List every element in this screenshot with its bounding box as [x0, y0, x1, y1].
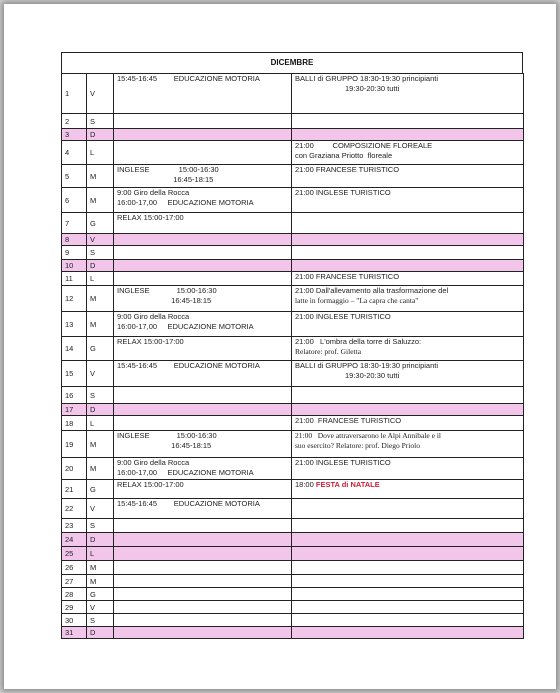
activity-line: RELAX 15:00-17:00	[117, 213, 184, 222]
afternoon-activities	[114, 431, 292, 458]
afternoon-activities	[114, 234, 292, 246]
day-row	[62, 129, 524, 141]
day-number: 9	[62, 246, 87, 260]
evening-activities	[292, 246, 524, 260]
afternoon-activities	[114, 114, 292, 129]
evening-activities	[292, 188, 524, 213]
document-page	[4, 4, 556, 689]
activity-line: INGLESE 15:00-16:30	[117, 431, 217, 440]
weekday-letter: S	[87, 614, 114, 627]
evening-activities	[292, 213, 524, 234]
day-number: 23	[62, 519, 87, 533]
afternoon-activities	[114, 165, 292, 188]
weekday-letter: M	[87, 431, 114, 458]
calendar-sheet	[61, 52, 523, 639]
day-row	[62, 431, 524, 458]
evening-activities	[292, 533, 524, 547]
weekday-letter: S	[87, 114, 114, 129]
day-row	[62, 404, 524, 416]
event-line: 21:00 Dove attraversarono le Alpi Annibale e il	[295, 431, 442, 440]
evening-activities	[292, 519, 524, 533]
activity-line: 16:45-18:15	[117, 175, 214, 184]
activity-line: INGLESE 15:00-16:30	[117, 165, 219, 174]
weekday-letter: G	[87, 588, 114, 601]
day-number: 26	[62, 561, 87, 575]
day-row	[62, 480, 524, 499]
day-row	[62, 286, 524, 312]
event-line: suo esercito? Relatore: prof. Diego Priolo	[295, 441, 420, 450]
day-row	[62, 312, 524, 337]
day-number: 21	[62, 480, 87, 499]
weekday-letter: L	[87, 141, 114, 165]
weekday-letter: D	[87, 627, 114, 639]
day-row	[62, 387, 524, 404]
weekday-letter: D	[87, 260, 114, 272]
day-number: 6	[62, 188, 87, 213]
afternoon-activities	[114, 246, 292, 260]
evening-activities	[292, 286, 524, 312]
afternoon-activities	[114, 614, 292, 627]
weekday-letter: L	[87, 416, 114, 431]
afternoon-activities	[114, 286, 292, 312]
evening-activities	[292, 165, 524, 188]
evening-activities	[292, 234, 524, 246]
day-row	[62, 519, 524, 533]
afternoon-activities	[114, 387, 292, 404]
evening-activities	[292, 272, 524, 286]
evening-activities	[292, 74, 524, 114]
day-number: 30	[62, 614, 87, 627]
activity-line: 15:45-16:45 EDUCAZIONE MOTORIA	[117, 74, 260, 83]
afternoon-activities	[114, 547, 292, 561]
weekday-letter: V	[87, 234, 114, 246]
activity-line: 16:45-18:15	[117, 441, 212, 450]
day-number: 24	[62, 533, 87, 547]
weekday-letter: M	[87, 286, 114, 312]
weekday-letter: V	[87, 361, 114, 387]
event-line: 21:00 L'ombra della torre di Saluzzo:	[295, 337, 422, 346]
day-number: 8	[62, 234, 87, 246]
day-number: 22	[62, 499, 87, 519]
day-row	[62, 547, 524, 561]
day-row	[62, 165, 524, 188]
afternoon-activities	[114, 499, 292, 519]
schedule-table	[61, 73, 524, 639]
event-line: 21:00 COMPOSIZIONE FLOREALE	[295, 141, 433, 150]
day-number: 16	[62, 387, 87, 404]
day-row	[62, 141, 524, 165]
day-number: 4	[62, 141, 87, 165]
afternoon-activities	[114, 561, 292, 575]
event-line: 18:00 FESTA di NATALE	[295, 480, 380, 489]
month-title: DICEMBRE	[61, 52, 523, 73]
day-row	[62, 272, 524, 286]
weekday-letter: V	[87, 601, 114, 614]
day-row	[62, 416, 524, 431]
evening-activities	[292, 499, 524, 519]
evening-activities	[292, 627, 524, 639]
evening-activities	[292, 601, 524, 614]
event-line: 21:00 FRANCESE TURISTICO	[295, 272, 400, 281]
weekday-letter: M	[87, 165, 114, 188]
event-line: Relatore: prof. Giletta	[295, 347, 362, 356]
activity-line: 16:00-17,00 EDUCAZIONE MOTORIA	[117, 322, 254, 331]
event-line: 21:00 FRANCESE TURISTICO	[295, 416, 402, 425]
day-row	[62, 499, 524, 519]
day-row	[62, 614, 524, 627]
activity-line: 16:45-18:15	[117, 296, 212, 305]
activity-line: 9:00 Giro della Rocca	[117, 458, 190, 467]
afternoon-activities	[114, 458, 292, 480]
day-row	[62, 575, 524, 588]
day-number: 18	[62, 416, 87, 431]
afternoon-activities	[114, 575, 292, 588]
evening-activities	[292, 114, 524, 129]
day-row	[62, 533, 524, 547]
weekday-letter: G	[87, 213, 114, 234]
weekday-letter: M	[87, 458, 114, 480]
evening-activities	[292, 561, 524, 575]
day-number: 13	[62, 312, 87, 337]
event-line: 19:30-20:30 tutti	[345, 84, 400, 93]
evening-activities	[292, 337, 524, 361]
weekday-letter: L	[87, 272, 114, 286]
event-line: 21:00 Dall'allevamento alla trasformazione del	[295, 286, 449, 295]
weekday-letter: V	[87, 74, 114, 114]
afternoon-activities	[114, 588, 292, 601]
evening-activities	[292, 575, 524, 588]
weekday-letter: G	[87, 480, 114, 499]
weekday-letter: M	[87, 575, 114, 588]
weekday-letter: G	[87, 337, 114, 361]
evening-activities	[292, 431, 524, 458]
weekday-letter: L	[87, 547, 114, 561]
event-line: 21:00 FRANCESE TURISTICO	[295, 165, 400, 174]
day-number: 14	[62, 337, 87, 361]
day-row	[62, 74, 524, 114]
activity-line: 16:00-17,00 EDUCAZIONE MOTORIA	[117, 468, 254, 477]
activity-line: INGLESE 15:00-16:30	[117, 286, 217, 295]
activity-line: 9:00 Giro della Rocca	[117, 188, 190, 197]
weekday-letter: S	[87, 519, 114, 533]
evening-activities	[292, 480, 524, 499]
afternoon-activities	[114, 129, 292, 141]
afternoon-activities	[114, 601, 292, 614]
day-row	[62, 246, 524, 260]
day-row	[62, 601, 524, 614]
activity-line: RELAX 15:00-17:00	[117, 480, 184, 489]
day-number: 28	[62, 588, 87, 601]
day-row	[62, 234, 524, 246]
day-number: 27	[62, 575, 87, 588]
evening-activities	[292, 404, 524, 416]
day-number: 29	[62, 601, 87, 614]
day-row	[62, 361, 524, 387]
event-line: 19:30-20:30 tutti	[345, 371, 400, 380]
evening-activities	[292, 387, 524, 404]
day-number: 1	[62, 74, 87, 114]
afternoon-activities	[114, 272, 292, 286]
event-line: 21:00 INGLESE TURISTICO	[295, 458, 391, 467]
afternoon-activities	[114, 519, 292, 533]
afternoon-activities	[114, 533, 292, 547]
event-line: BALLI di GRUPPO 18:30-19:30 principianti	[295, 74, 438, 83]
weekday-letter: S	[87, 246, 114, 260]
day-number: 15	[62, 361, 87, 387]
day-number: 20	[62, 458, 87, 480]
day-number: 25	[62, 547, 87, 561]
day-number: 12	[62, 286, 87, 312]
activity-line: 15:45-16:45 EDUCAZIONE MOTORIA	[117, 361, 260, 370]
day-number: 10	[62, 260, 87, 272]
day-number: 31	[62, 627, 87, 639]
weekday-letter: M	[87, 561, 114, 575]
weekday-letter: M	[87, 312, 114, 337]
activity-line: 16:00-17,00 EDUCAZIONE MOTORIA	[117, 198, 254, 207]
afternoon-activities	[114, 416, 292, 431]
weekday-letter: S	[87, 387, 114, 404]
afternoon-activities	[114, 480, 292, 499]
day-row	[62, 114, 524, 129]
afternoon-activities	[114, 188, 292, 213]
weekday-letter: D	[87, 533, 114, 547]
afternoon-activities	[114, 404, 292, 416]
day-row	[62, 458, 524, 480]
day-number: 19	[62, 431, 87, 458]
day-row	[62, 561, 524, 575]
afternoon-activities	[114, 337, 292, 361]
evening-activities	[292, 260, 524, 272]
evening-activities	[292, 588, 524, 601]
event-line: latte in formaggio – "La capra che canta"	[295, 296, 419, 305]
afternoon-activities	[114, 312, 292, 337]
evening-activities	[292, 547, 524, 561]
christmas-party-highlight: FESTA di NATALE	[315, 480, 380, 489]
event-line: BALLI di GRUPPO 18:30-19:30 principianti	[295, 361, 438, 370]
day-row	[62, 588, 524, 601]
weekday-letter: D	[87, 404, 114, 416]
evening-activities	[292, 312, 524, 337]
evening-activities	[292, 141, 524, 165]
weekday-letter: V	[87, 499, 114, 519]
evening-activities	[292, 458, 524, 480]
activity-line: 15:45-16:45 EDUCAZIONE MOTORIA	[117, 499, 260, 508]
day-number: 11	[62, 272, 87, 286]
day-number: 2	[62, 114, 87, 129]
day-row	[62, 188, 524, 213]
day-row	[62, 627, 524, 639]
afternoon-activities	[114, 361, 292, 387]
evening-activities	[292, 614, 524, 627]
day-number: 5	[62, 165, 87, 188]
afternoon-activities	[114, 74, 292, 114]
activity-line: RELAX 15:00-17:00	[117, 337, 184, 346]
event-line: con Graziana Priotto floreale	[295, 151, 393, 160]
day-number: 7	[62, 213, 87, 234]
afternoon-activities	[114, 213, 292, 234]
weekday-letter: D	[87, 129, 114, 141]
afternoon-activities	[114, 260, 292, 272]
evening-activities	[292, 361, 524, 387]
evening-activities	[292, 416, 524, 431]
evening-activities	[292, 129, 524, 141]
afternoon-activities	[114, 141, 292, 165]
day-row	[62, 337, 524, 361]
day-number: 17	[62, 404, 87, 416]
day-number: 3	[62, 129, 87, 141]
weekday-letter: M	[87, 188, 114, 213]
day-row	[62, 213, 524, 234]
afternoon-activities	[114, 627, 292, 639]
activity-line: 9:00 Giro della Rocca	[117, 312, 190, 321]
event-line: 21:00 INGLESE TURISTICO	[295, 312, 391, 321]
day-row	[62, 260, 524, 272]
event-line: 21:00 INGLESE TURISTICO	[295, 188, 391, 197]
